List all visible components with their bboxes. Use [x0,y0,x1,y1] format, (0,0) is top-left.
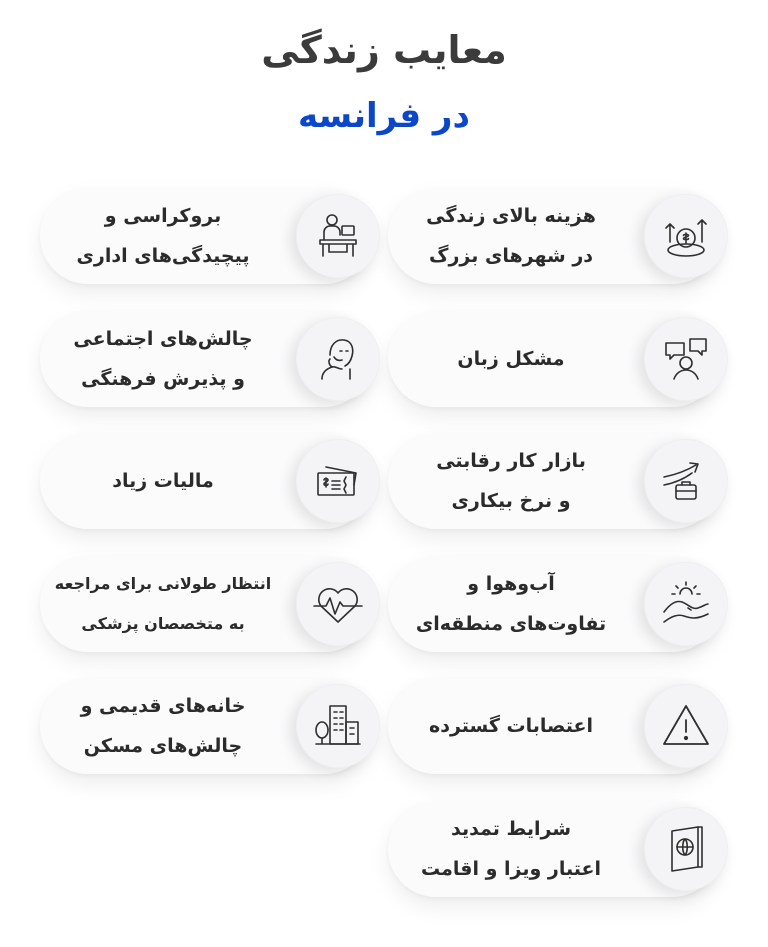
card-text [398,556,624,652]
page-subtitle: در فرانسه [298,96,470,136]
card-line: خانه‌های قدیمی و [80,695,246,717]
card-weather [388,556,720,652]
card-line: آب‌وهوا و [467,573,555,595]
card-housing [40,678,372,774]
tax-receipt-icon [296,439,380,523]
card-bureaucracy [40,188,372,284]
card-line: و نرخ بیکاری [451,490,571,512]
card-job-market [388,433,720,529]
office-desk-icon [296,194,380,278]
card-text [50,433,276,529]
weather-hills-icon [644,562,728,646]
card-line: و پذیرش فرهنگی [81,368,245,390]
card-text [398,188,624,284]
card-line: انتظار طولانی برای مراجعه [54,574,272,593]
card-line: پیچیدگی‌های اداری [76,245,250,267]
card-line: تفاوت‌های منطقه‌ای [415,613,607,635]
card-line: هزینه بالای زندگی [426,205,596,227]
card-line: شرایط تمدید [450,818,572,840]
card-text [398,433,624,529]
passport-icon [644,807,728,891]
card-line: به متخصصان پزشکی [81,614,245,633]
card-line: چالش‌های مسکن [83,735,243,757]
card-line: اعتصابات گسترده [429,715,594,737]
card-line: مالیات زیاد [112,470,214,492]
card-text [50,188,276,284]
card-text [50,678,276,774]
card-visa [388,801,720,897]
page-title: معایب زندگی [261,28,507,72]
card-tax [40,433,372,529]
card-text [398,311,624,407]
card-text [398,678,624,774]
card-medical-wait [40,556,372,652]
card-social [40,311,372,407]
card-line: چالش‌های اجتماعی [73,328,253,350]
thinking-person-icon [296,317,380,401]
money-growth-icon [644,194,728,278]
job-market-icon [644,439,728,523]
language-chat-icon [644,317,728,401]
card-line: در شهرهای بزرگ [428,245,594,267]
card-line: اعتبار ویزا و اقامت [421,858,601,880]
card-language [388,311,720,407]
card-line: بروکراسی و [104,205,222,227]
card-text [50,311,276,407]
card-high-cost [388,188,720,284]
old-buildings-icon [296,684,380,768]
card-strikes [388,678,720,774]
card-line: مشکل زبان [457,348,565,370]
heartbeat-icon [296,562,380,646]
warning-icon [644,684,728,768]
card-text [398,801,624,897]
card-text [50,556,276,652]
card-line: بازار کار رقابتی [436,450,586,472]
